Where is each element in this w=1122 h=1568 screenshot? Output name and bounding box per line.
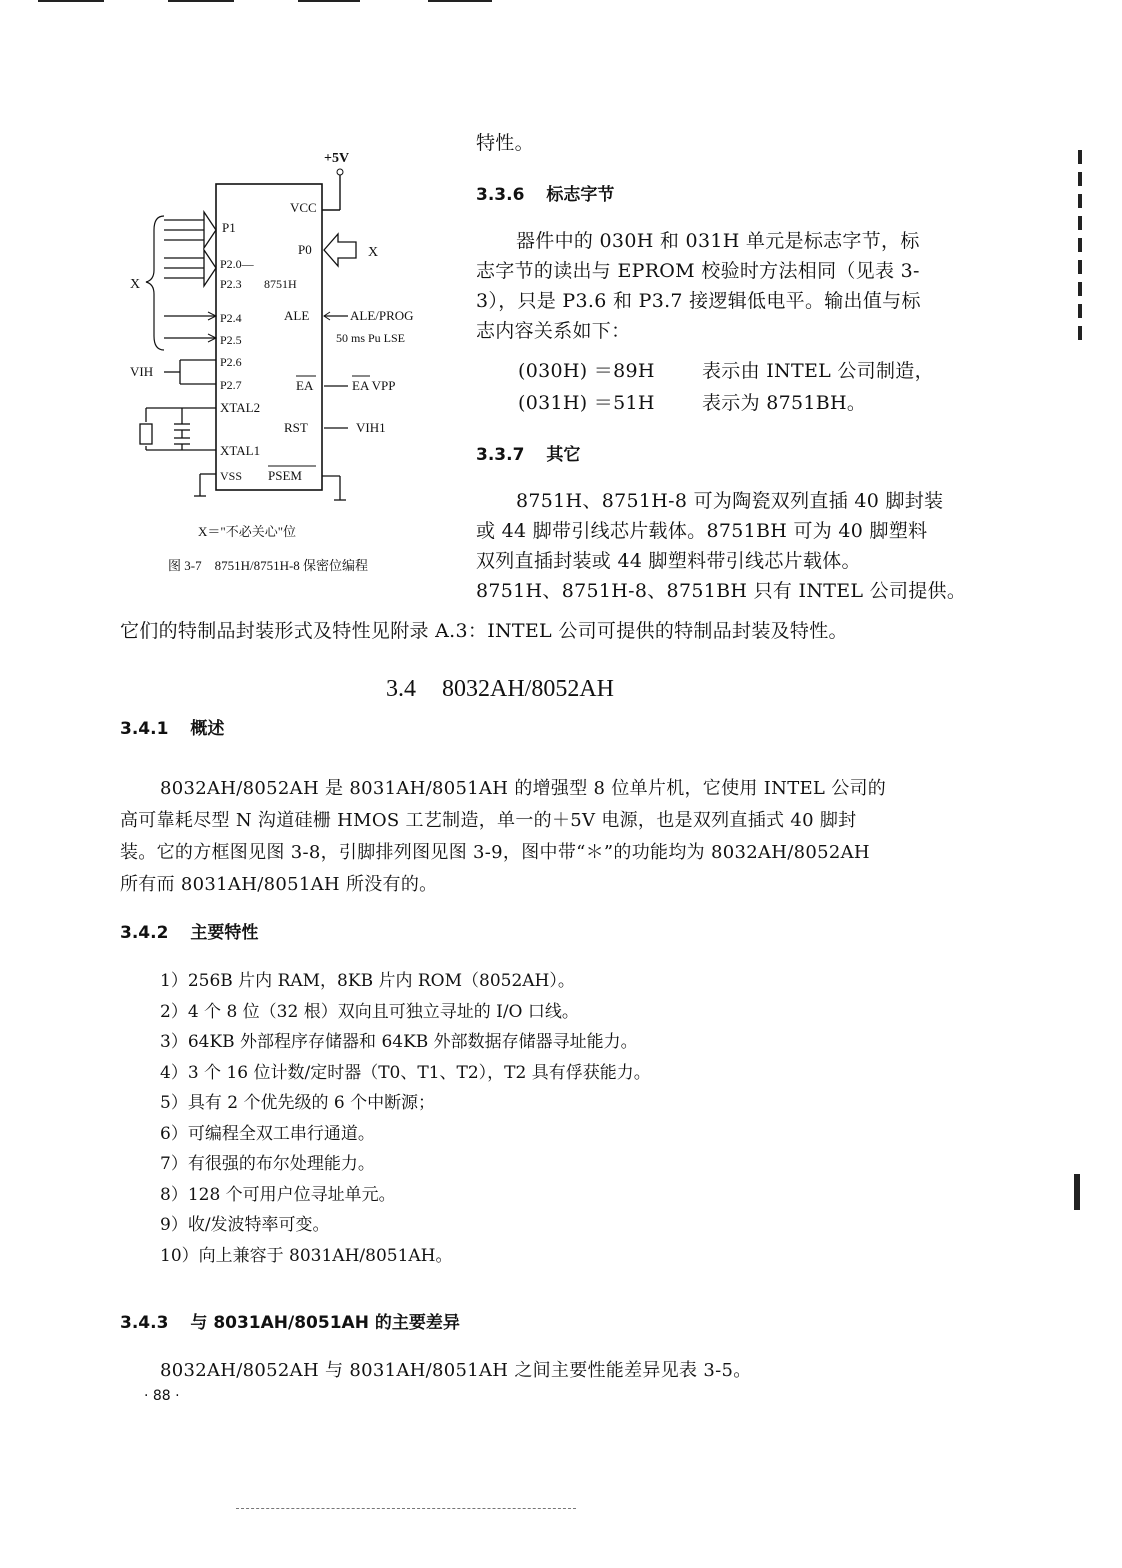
heading-title: 概述: [190, 719, 225, 739]
page-number: · 88 ·: [144, 1388, 180, 1404]
heading-number: 3.3.6: [476, 185, 525, 205]
section-name: 8032AH/8052AH: [442, 676, 614, 702]
ea-vpp-label: EA VPP: [352, 378, 396, 393]
pin-p2-5: P2.5: [220, 333, 242, 347]
heading-number: 3.3.7: [476, 445, 525, 465]
chip-name: 8751H: [264, 277, 297, 291]
pin-ale: ALE: [284, 308, 310, 323]
list-item: 6）可编程全双工串行通道。: [160, 1123, 375, 1144]
pulse-label: 50 ms Pu LSE: [336, 331, 406, 345]
supply-terminal: [337, 169, 343, 175]
text-line: 或 44 脚带引线芯片载体。8751BH 可为 40 脚塑料: [476, 520, 928, 542]
top-scan-mark: [298, 0, 360, 2]
heading-number: 3.4.3: [120, 1313, 169, 1333]
pin-p2-6: P2.6: [220, 355, 242, 369]
text-line: 高可靠耗尽型 N 沟道硅栅 HMOS 工艺制造，单一的＋5V 电源，也是双列直插式 40 脚封: [120, 810, 857, 831]
heading-3-3-6: [476, 180, 614, 205]
text-line: 8032AH/8052AH 是 8031AH/8051AH 的增强型 8 位单片机，它使用 INTEL 公司的: [160, 778, 887, 799]
difference-line: 8032AH/8052AH 与 8031AH/8051AH 之间主要性能差异见表 3-5。: [160, 1360, 752, 1381]
heading-title: 其它: [546, 445, 581, 465]
list-item: 9）收/发波特率可变。: [160, 1215, 330, 1235]
pin-vcc: VCC: [290, 200, 317, 215]
list-item: 7）有很强的布尔处理能力。: [160, 1154, 375, 1174]
continued-text: 特性。: [476, 132, 534, 154]
security-bit-programming-diagram: [112, 140, 462, 580]
figure-caption: 图 3-7 8751H/8751H-8 保密位编程: [168, 558, 369, 573]
pin-xtal2: XTAL2: [220, 400, 261, 415]
list-item: 4）3 个 16 位计数/定时器（T0、T1、T2），T2 具有俘获能力。: [160, 1062, 651, 1083]
heading-title: 标志字节: [546, 185, 615, 205]
text-line: 8751H、8751H-8、8751BH 只有 INTEL 公司提供。: [476, 580, 967, 602]
signature-desc: 表示由 INTEL 公司制造，: [702, 360, 934, 382]
heading-title: 与 8031AH/8051AH 的主要差异: [190, 1313, 460, 1333]
signature-code: (030H) ＝89H: [518, 360, 655, 382]
section-title-3-4: [386, 676, 614, 703]
text-line: 器件中的 030H 和 031H 单元是标志字节，标: [516, 230, 920, 252]
list-item: 1）256B 片内 RAM，8KB 片内 ROM（8052AH）。: [160, 971, 575, 991]
supply-label: +5V: [324, 151, 350, 166]
list-item: 10）向上兼容于 8031AH/8051AH。: [160, 1245, 453, 1266]
heading-3-4-2: [120, 918, 258, 943]
signature-desc: 表示为 8751BH。: [702, 392, 867, 414]
figure-note: X＝"不必关心"位: [198, 524, 297, 539]
text-line: 志字节的读出与 EPROM 校验时方法相同（见表 3-: [476, 260, 920, 282]
binding-edge-marks: [1070, 150, 1092, 370]
heading-3-3-7: [476, 440, 580, 465]
pin-p2-4: P2.4: [220, 311, 242, 325]
brace: [146, 216, 164, 350]
text-line: 所有而 8031AH/8051AH 所没有的。: [120, 874, 438, 895]
heading-number: 3.4.2: [120, 923, 169, 943]
text-line: 双列直插封装或 44 脚塑料带引线芯片载体。: [476, 550, 861, 572]
text-line: 8751H、8751H-8 可为陶瓷双列直插 40 脚封装: [516, 490, 944, 512]
pin-ea: EA: [296, 378, 314, 393]
overview-paragraph: [120, 774, 886, 902]
pin-p2-3: P2.3: [220, 277, 242, 291]
list-item: 5）具有 2 个优先级的 6 个中断源；: [160, 1093, 436, 1113]
text-line: 志内容关系如下：: [476, 320, 631, 342]
signature-code: (031H) ＝51H: [518, 392, 655, 414]
pin-p2-7: P2.7: [220, 378, 242, 392]
packaging-paragraph: [476, 486, 966, 606]
heading-3-4-3: [120, 1308, 460, 1333]
scan-mark: [1074, 1174, 1080, 1210]
heading-3-4-1: [120, 714, 224, 739]
list-item: 2）4 个 8 位（32 根）双向且可独立寻址的 I/O 口线。: [160, 1001, 579, 1022]
vih1-label: VIH1: [356, 420, 386, 435]
top-scan-mark: [38, 0, 104, 2]
ale-prog-label: ALE/PROG: [350, 308, 414, 323]
pin-p2-0: P2.0—: [220, 257, 254, 271]
full-width-line: 它们的特制品封装形式及特性见附录 A.3：INTEL 公司可提供的特制品封装及特性。: [120, 620, 848, 642]
feature-list: [160, 966, 651, 1271]
pin-p0: P0: [298, 242, 312, 257]
crystal-circuit: [140, 408, 216, 450]
top-scan-mark: [428, 0, 492, 2]
p1-input-arrow: [164, 212, 216, 248]
pin-xtal1: XTAL1: [220, 443, 261, 458]
text-line: 3），只是 P3.6 和 P3.7 接逻辑低电平。输出值与标: [476, 290, 921, 312]
text-line: 装。它的方框图见图 3-8，引脚排列图见图 3-9，图中带“＊”的功能均为 8032AH/8052AH: [120, 842, 870, 863]
vih-label: VIH: [130, 364, 154, 379]
pin-vss: VSS: [220, 469, 243, 483]
top-scan-mark: [168, 0, 234, 2]
list-item: 8）128 个可用户位寻址单元。: [160, 1184, 396, 1205]
heading-title: 主要特性: [190, 923, 259, 943]
p0-input-arrow: [324, 234, 356, 266]
pin-p1: P1: [222, 220, 236, 235]
signature-row-2: [518, 388, 866, 415]
list-item: 3）64KB 外部程序存储器和 64KB 外部数据存储器寻址能力。: [160, 1032, 638, 1052]
x-label-left: X: [130, 277, 141, 292]
p2-input-arrow: [164, 250, 216, 286]
scan-dash-line: [236, 1508, 576, 1510]
pin-psem: PSEM: [268, 468, 302, 483]
heading-number: 3.4.1: [120, 719, 169, 739]
pin-rst: RST: [284, 420, 308, 435]
section-number: 3.4: [386, 676, 416, 702]
signature-row-1: [518, 356, 934, 383]
flag-byte-paragraph: [476, 226, 921, 346]
x-label-right: X: [368, 245, 379, 260]
